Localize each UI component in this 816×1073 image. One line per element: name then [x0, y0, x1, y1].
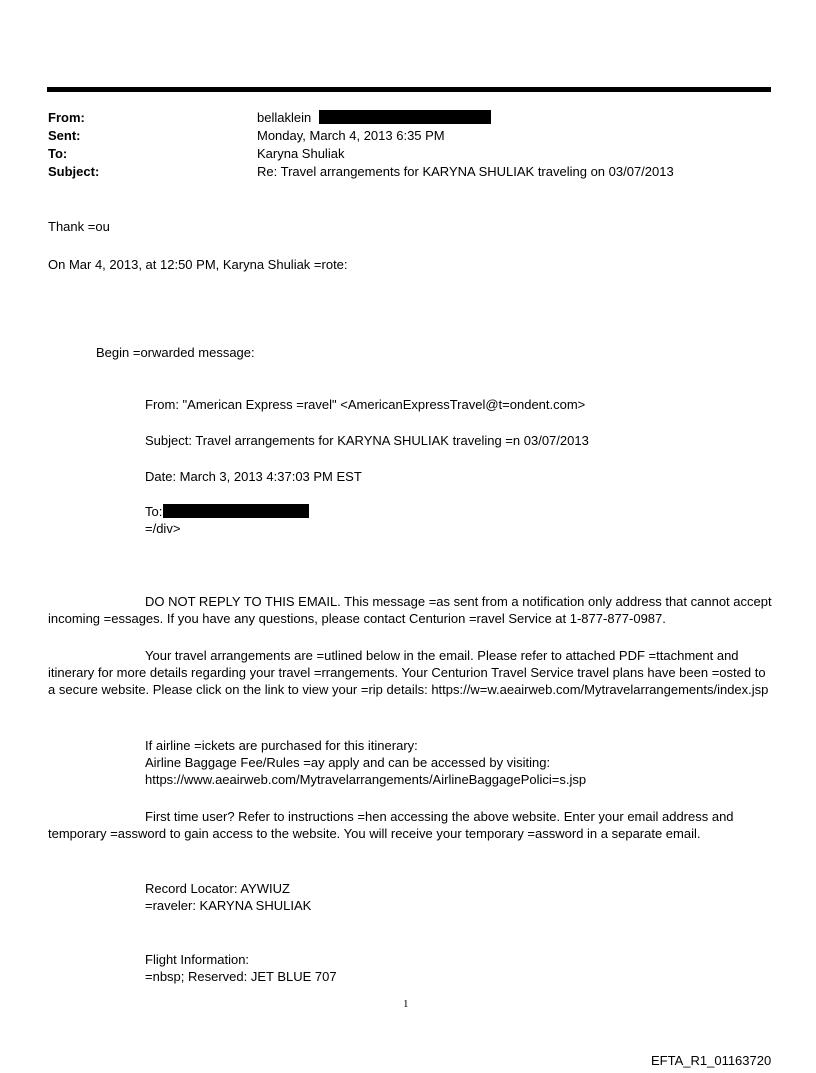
thanks-line: Thank =ou — [48, 219, 110, 234]
fwd-date: Date: March 3, 2013 4:37:03 PM EST — [145, 469, 362, 484]
from-value — [257, 109, 491, 126]
reserved-flight: =nbsp; Reserved: JET BLUE 707 — [145, 969, 337, 984]
record-locator: Record Locator: AYWIUZ — [145, 881, 290, 896]
fwd-from: From: "American Express =ravel" <AmericanExpressTravel@t=ondent.com> — [145, 397, 586, 412]
from-label: From: — [48, 110, 85, 125]
para-arrangements: Your travel arrangements are =utlined below in the email. Please refer to attached PDF =ttachment and itinerary for more details regarding your travel =rrangements. Your Centurion Travel Service travel plans have been =osted to a secure website. Please click on the link to view your =rip details: https://w=w.aeairweb.com/Mytravelarrangements/index.jsp — [48, 648, 769, 697]
redaction-box — [319, 110, 491, 124]
traveler-line: =raveler: KARYNA SHULIAK — [145, 898, 312, 913]
para-noreply: DO NOT REPLY TO THIS EMAIL. This message =as sent from a notification only address that cannot accept incoming =essages. If you have any questions, please contact Centurion =ravel Service at 1-877-877-0987. — [48, 594, 772, 626]
subject-label: Subject: — [48, 164, 100, 179]
quote-intro: On Mar 4, 2013, at 12:50 PM, Karyna Shuliak =rote: — [48, 257, 348, 272]
fwd-subject: Subject: Travel arrangements for KARYNA SHULIAK traveling =n 03/07/2013 — [145, 433, 589, 448]
to-label: To: — [48, 146, 68, 161]
para-firsttime: First time user? Refer to instructions =hen accessing the above website. Enter your email address and temporary =assword to gain access to the website. You will receive your temporary =assword in a separate email. — [48, 809, 734, 841]
subject-value: Re: Travel arrangements for KARYNA SHULIAK traveling on 03/07/2013 — [257, 164, 674, 179]
header-rule — [47, 87, 771, 92]
airline-link: https://www.aeairweb.com/Mytravelarrangements/AirlineBaggagePolici=s.jsp — [145, 772, 587, 787]
fwd-to-label: To: — [145, 504, 163, 519]
fwd-div: =/div> — [145, 521, 181, 536]
flight-info-label: Flight Information: — [145, 952, 250, 967]
begin-forwarded: Begin =orwarded message: — [96, 345, 255, 360]
from-sender: bellaklein — [257, 110, 312, 125]
redaction-box — [163, 504, 309, 518]
document-id: EFTA_R1_01163720 — [651, 1053, 772, 1068]
sent-value: Monday, March 4, 2013 6:35 PM — [257, 128, 445, 143]
to-value: Karyna Shuliak — [257, 146, 345, 161]
fwd-to — [145, 503, 309, 520]
airline-line-1: If airline =ickets are purchased for this itinerary: — [145, 738, 418, 753]
sent-label: Sent: — [48, 128, 81, 143]
page-number: 1 — [403, 998, 409, 1010]
airline-line-2: Airline Baggage Fee/Rules =ay apply and can be accessed by visiting: — [145, 755, 551, 770]
